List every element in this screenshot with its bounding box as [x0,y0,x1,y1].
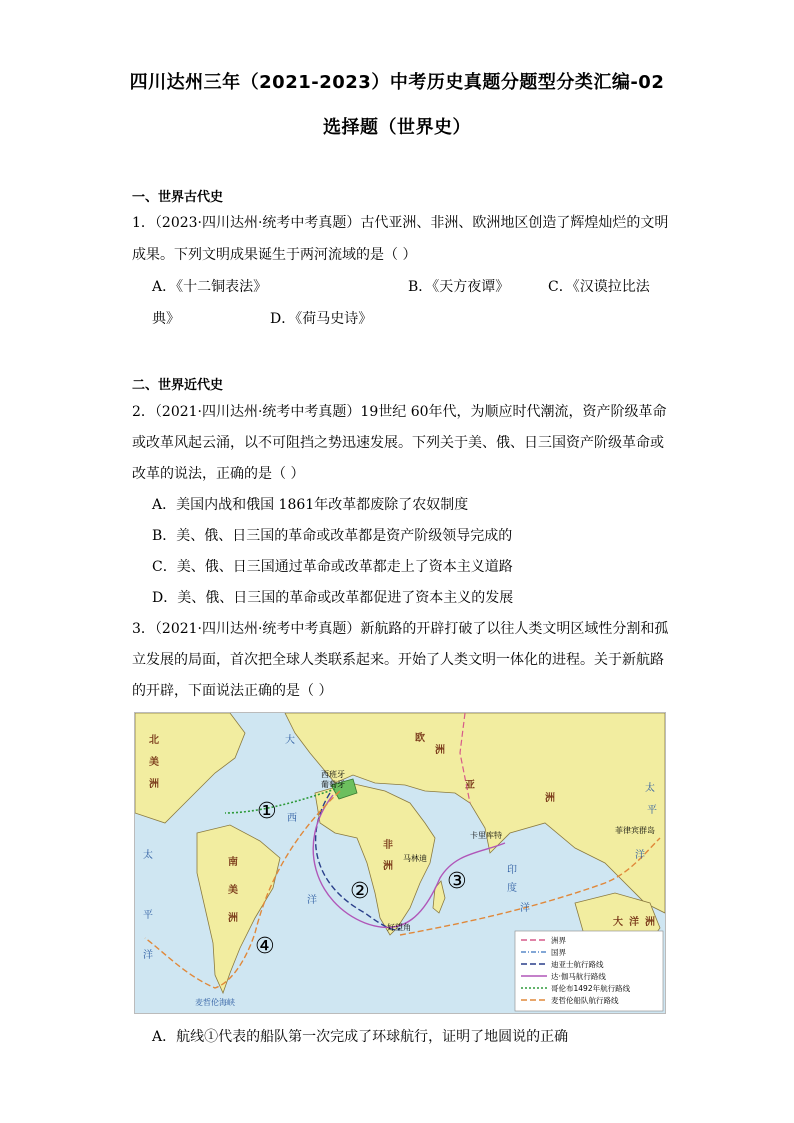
label-pacific-right-1: 太 [645,783,655,794]
map-legend [515,931,663,1011]
q2-option-c: C．美、俄、日三国通过革命或改革都走上了资本主义道路 [152,559,513,575]
q1-option-d: D．《荷马史诗》 [270,311,373,327]
legend-label-5: 麦哲伦船队航行路线 [551,996,619,1005]
doc-title-line1: 四川达州三年（2021-2023）中考历史真题分题型分类汇编-02 [129,72,665,93]
section-heading-ancient: 一、世界古代史 [132,190,224,205]
label-portugal: 葡萄牙 [321,780,345,789]
label-asia-2: 洲 [545,793,555,804]
label-indian-3: 洋 [520,903,530,914]
new-sea-routes-map [134,712,666,1014]
q1-option-b: B．《天方夜谭》 [408,279,510,295]
doc-title-line2: 选择题（世界史） [323,117,471,138]
legend-label-0: 洲界 [551,936,566,945]
label-philippines: 菲律宾群岛 [615,826,655,835]
q3-option-a: A．航线①代表的船队第一次完成了环球航行，证明了地圆说的正确 [152,1029,569,1045]
south-america-land [197,825,280,993]
label-indian-2: 度 [507,883,517,894]
q3-stem-line1: 3．（2021·四川达州·统考中考真题）新航路的开辟打破了以往人类文明区域性分割和孤 [132,621,669,637]
label-north-america-3: 洲 [149,779,159,790]
label-asia-1: 亚 [465,780,475,791]
q3-stem-line2: 立发展的局面，首次把全球人类联系起来。开始了人类文明一体化的进程。关于新航路 [132,652,664,668]
label-pacific-left-2: 平 [143,910,153,921]
label-atlantic-3: 洋 [307,895,317,906]
label-pacific-right-2: 平 [647,805,657,816]
label-indian-1: 印 [507,865,517,876]
label-atlantic-1: 大 [285,735,295,746]
q2-stem-line3: 改革的说法，正确的是（ ） [132,466,305,482]
section-heading-modern: 二、世界近代史 [132,378,224,393]
q2-option-a: A．美国内战和俄国 1861年改革都废除了农奴制度 [152,497,469,513]
q1-stem-line1: 1．（2023·四川达州·统考中考真题）古代亚洲、非洲、欧洲地区创造了辉煌灿烂的文明 [132,215,669,231]
legend-label-1: 国界 [551,948,566,957]
route-marker-2: ② [350,879,370,904]
q2-stem-line1: 2．（2021·四川达州·统考中考真题）19世纪 60年代，为顺应时代潮流，资产阶级革命 [132,404,667,420]
legend-label-2: 迪亚士航行路线 [551,960,604,969]
q2-stem-line2: 或改革风起云涌，以不可阻挡之势迅速发展。下列关于美、俄、日三国资产阶级革命或 [132,435,664,451]
legend-label-3: 达·伽马航行路线 [551,972,606,981]
label-atlantic-2: 西 [287,813,297,824]
label-europe-2: 洲 [435,745,445,756]
label-south-america-1: 南 [228,857,238,868]
label-oceania-3: 洲 [645,917,655,928]
north-america-land [135,713,245,823]
madagascar-land [433,881,445,913]
q2-option-d: D．美、俄、日三国的革命或改革都促进了资本主义的发展 [152,590,514,606]
label-spain: 西班牙 [321,770,345,779]
q1-option-a: A．《十二铜表法》 [152,279,268,295]
label-malindi: 马林迪 [403,854,427,863]
q1-stem-line2: 成果。下列文明成果诞生于两河流域的是（ ） [132,247,417,263]
label-pacific-left-1: 太 [143,850,153,861]
route-marker-3: ③ [447,869,467,894]
route-marker-1: ① [257,799,277,824]
label-north-america-1: 北 [149,735,159,746]
label-africa-1: 非 [383,840,393,851]
label-africa-2: 洲 [383,861,393,872]
label-oceania-1: 大 [613,917,623,928]
q1-option-c: C．《汉谟拉比法 [548,279,650,295]
legend-label-4: 哥伦布1492年航行路线 [551,984,631,993]
label-cape: 好望角 [387,923,411,932]
label-south-america-3: 洲 [228,913,238,924]
label-oceania-2: 洋 [629,917,639,928]
q1-option-c-continued: 典》 [152,311,180,327]
route-marker-4: ④ [255,934,275,959]
q2-option-b: B．美、俄、日三国的革命或改革都是资产阶级领导完成的 [152,528,513,544]
label-calicut: 卡里库特 [470,831,502,840]
label-europe-1: 欧 [415,733,425,744]
label-north-america-2: 美 [149,757,159,768]
label-pacific-left-3: 洋 [143,950,153,961]
q3-stem-line3: 的开辟，下面说法正确的是（ ） [132,683,333,699]
label-south-america-2: 美 [228,885,238,896]
label-magellan-strait: 麦哲伦海峡 [195,998,235,1007]
label-pacific-right-3: 洋 [635,850,645,861]
